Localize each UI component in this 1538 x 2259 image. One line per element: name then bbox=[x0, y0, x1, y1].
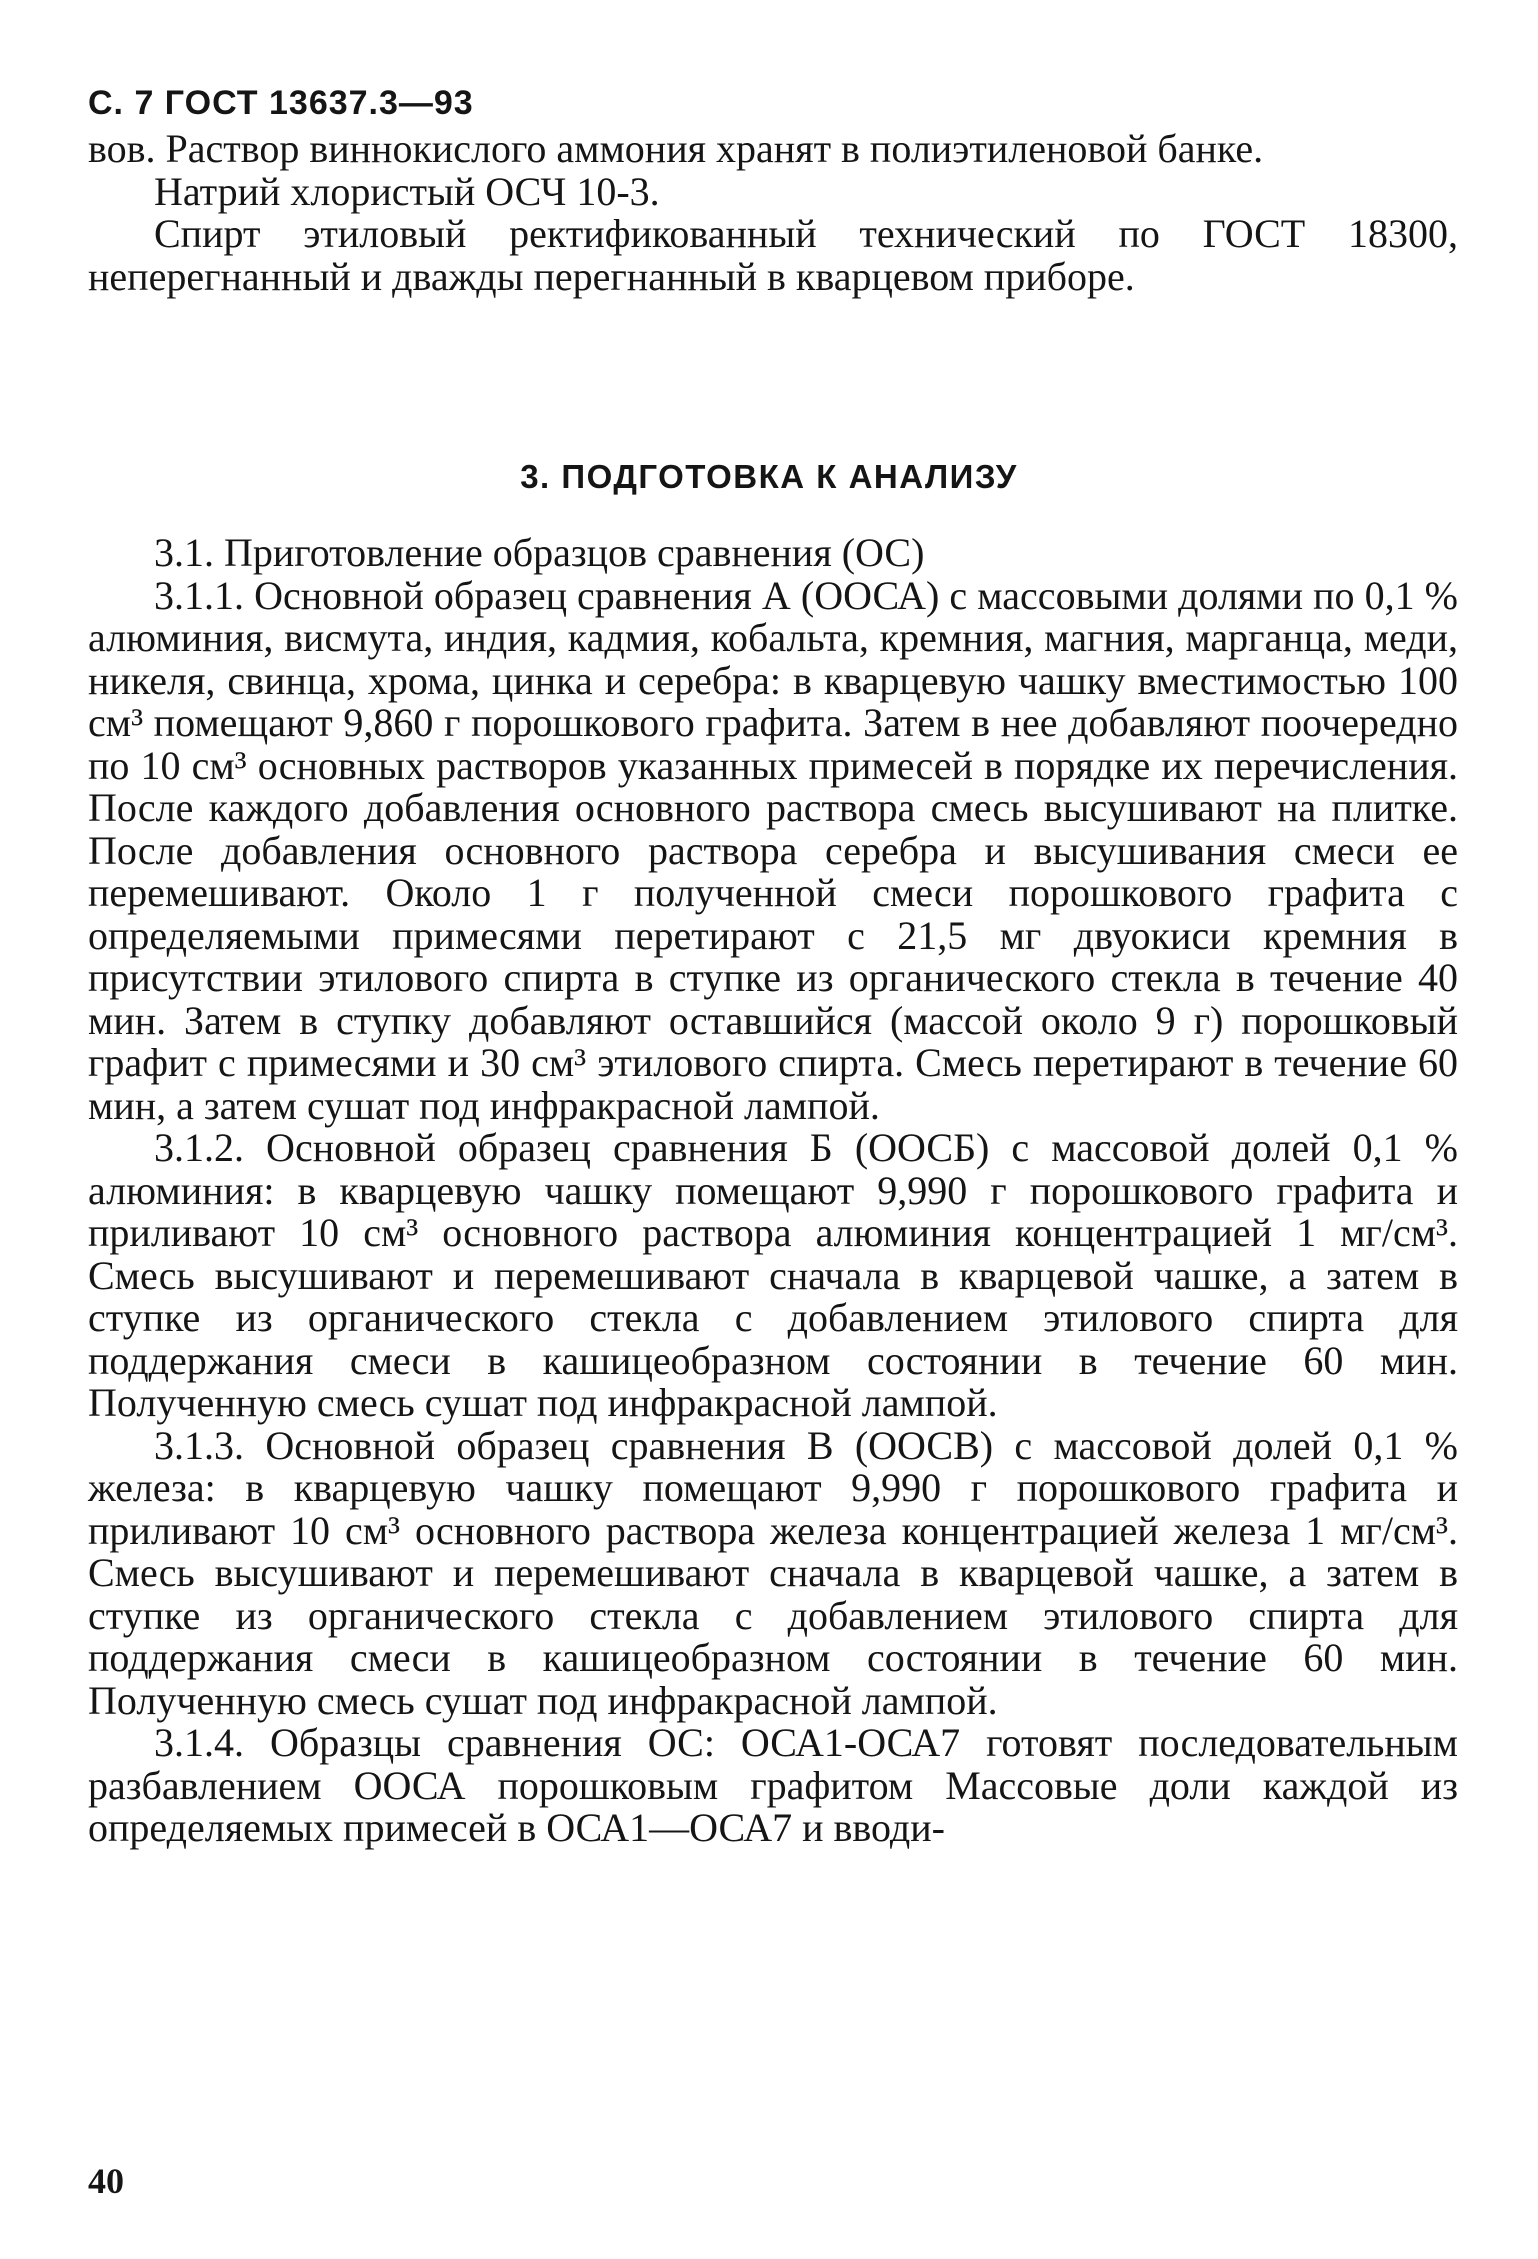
paragraph-3-1-1: 3.1.1. Основной образец сравнения А (ООСА) с массовыми долями по 0,1 % алюминия, висмута, индия, кадмия, кобальта, кремния, магния, марганца, меди, никеля, свинца, хрома, цинка и серебра: в кварцевую чашку вместимостью 100 см³ помещают 9,860 г порошкового графита. Затем в нее добавляют поочередно по 10 см³ основных растворов указанных примесей в порядке их перечисления. После каждого добавления основного раствора смесь высушивают на плитке. После добавления основного раствора серебра и высушивания смеси ее перемешивают. Около 1 г полученной смеси порошкового графита с определяемыми примесями перетирают с 21,5 мг двуокиси кремния в присутствии этилового спирта в ступке из органического стекла в течение 40 мин. Затем в ступку добавляют оставшийся (массой около 9 г) порошковый графит с примесями и 30 см³ этилового спирта. Смесь перетирают в течение 60 мин, а затем сушат под инфракрасной лампой. bbox=[88, 572, 1458, 1128]
intro-paragraph-continued: вов. Раствор виннокислого аммония хранят в полиэтиленовой банке. bbox=[88, 126, 1264, 171]
section-body bbox=[88, 532, 1458, 1850]
page-header: С. 7 ГОСТ 13637.3—93 bbox=[88, 84, 474, 122]
paragraph-3-1-4: 3.1.4. Образцы сравнения ОС: ОСА1-ОСА7 готовят последовательным разбавлением ООСА порошковым графитом Массовые доли каждой из определяемых примесей в ОСА1—ОСА7 и вводи- bbox=[88, 1720, 1458, 1850]
paragraph-3-1-2: 3.1.2. Основной образец сравнения Б (ООСБ) с массовой долей 0,1 % алюминия: в кварцевую чашку помещают 9,990 г порошкового графита и приливают 10 см³ основного раствора алюминия концентрацией 1 мг/см³. Смесь высушивают и перемешивают сначала в кварцевой чашке, а затем в ступке из органического стекла с добавлением этилового спирта для поддержания смеси в кашицеобразном состоянии в течение 60 мин. Полученную смесь сушат под инфракрасной лампой. bbox=[88, 1125, 1458, 1425]
section-title: 3. ПОДГОТОВКА К АНАЛИЗУ bbox=[520, 458, 1018, 495]
intro-paragraph-ethyl-alcohol: Спирт этиловый ректификованный технический по ГОСТ 18300, неперегнанный и дважды перегнанный в кварцевом приборе. bbox=[88, 211, 1458, 299]
page-number: 40 bbox=[88, 2161, 124, 2201]
paragraph-3-1: 3.1. Приготовление образцов сравнения (ОС) bbox=[154, 530, 925, 575]
paragraph-3-1-3: 3.1.3. Основной образец сравнения В (ООСВ) с массовой долей 0,1 % железа: в кварцевую чашку помещают 9,990 г порошкового графита и приливают 10 см³ основного раствора железа концентрацией железа 1 мг/см³. Смесь высушивают и перемешивают сначала в кварцевой чашке, а затем в ступке из органического стекла с добавлением этилового спирта для поддержания смеси в кашицеобразном состоянии в течение 60 мин. Полученную смесь сушат под инфракрасной лампой. bbox=[88, 1422, 1458, 1723]
intro-block bbox=[88, 128, 1458, 298]
intro-paragraph-sodium-chloride: Натрий хлористый ОСЧ 10-3. bbox=[154, 168, 660, 214]
